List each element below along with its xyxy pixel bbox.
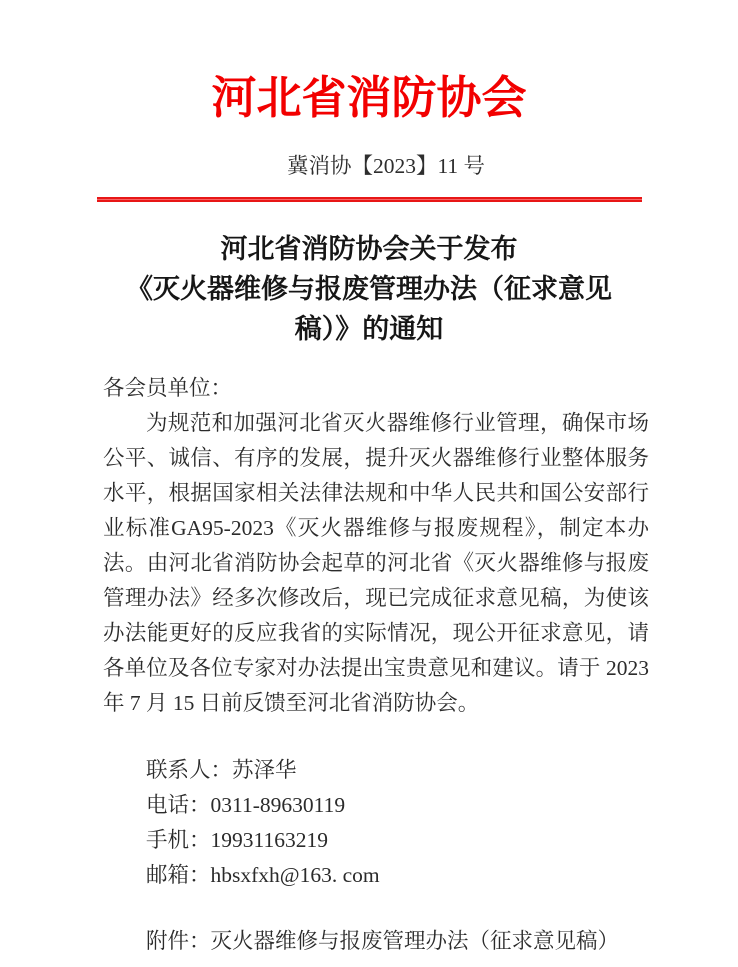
contact-label: 手机： <box>146 828 211 852</box>
contact-row-person <box>146 753 380 788</box>
contact-row-mobile <box>146 823 380 858</box>
contact-value: 0311-89630119 <box>210 793 346 817</box>
masthead-divider-rule <box>97 197 642 202</box>
contact-value: hbsxfxh@163. com <box>210 863 380 887</box>
contact-row-phone <box>146 788 380 823</box>
contact-label: 联系人： <box>146 758 233 782</box>
notice-title-line-3: 稿）》的通知 <box>294 314 444 344</box>
contact-value: 苏泽华 <box>232 758 297 782</box>
contact-label: 电话： <box>146 793 211 817</box>
attachment-line <box>146 926 619 956</box>
contact-value: 19931163219 <box>210 828 328 852</box>
notice-title-line-1: 河北省消防协会关于发布 <box>220 234 518 264</box>
notice-title <box>48 229 690 349</box>
contact-label: 邮箱： <box>146 863 211 887</box>
attachment-label: 附件： <box>146 929 211 953</box>
notice-body-paragraph: 为规范和加强河北省灭火器维修行业管理，确保市场公平、诚信、有序的发展，提升灭火器维修行业整体服务水平，根据国家相关法律法规和中华人民共和国公安部行业标准GA95-2023《灭火器维修与报废规程》，制定本办法。由河北省消防协会起草的河北省《灭火器维修与报废管理办法》经多次修改后，现已完成征求意见稿，为使该办法能更好的反应我省的实际情况，现公开征求意见，请各单位及各位专家对办法提出宝贵意见和建议。请于 2023 年 7 月 15 日前反馈至河北省消防协会。 <box>103 411 649 715</box>
notice-title-line-2: 《灭火器维修与报废管理办法（征求意见 <box>126 274 612 304</box>
attachment-value: 灭火器维修与报废管理办法（征求意见稿） <box>210 929 620 953</box>
contact-block <box>146 753 380 893</box>
salutation: 各会员单位： <box>103 376 233 400</box>
notice-body <box>103 371 649 721</box>
contact-row-email <box>146 858 380 893</box>
doc-number: 冀消协【2023】11 号 <box>286 154 486 178</box>
org-masthead-title: 河北省消防协会 <box>211 73 527 123</box>
